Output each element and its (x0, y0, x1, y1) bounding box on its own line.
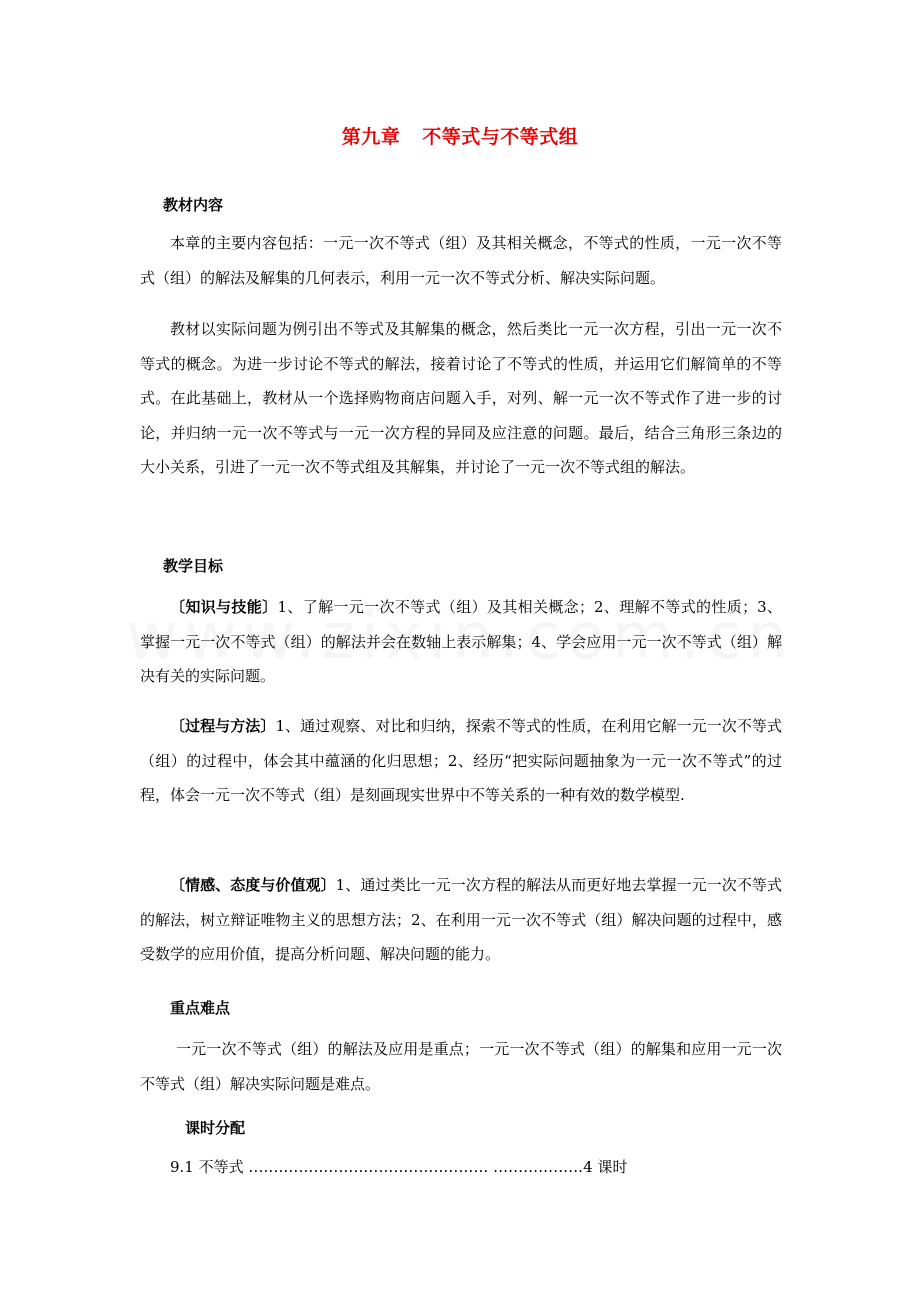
heading-content: 教材内容 (163, 196, 224, 214)
heading-key-points: 重点难点 (170, 999, 231, 1017)
heading-goals: 教学目标 (163, 557, 224, 575)
heading-schedule: 课时分配 (185, 1119, 246, 1137)
content-paragraph-1: 本章的主要内容包括：一元一次不等式（组）及其相关概念，不等式的性质，一元一次不等式（组）的解法及解集的几何表示，利用一元一次不等式分析、解决实际问题。 (140, 234, 782, 287)
goal-process-label: 〔过程与方法〕 (170, 717, 276, 735)
goal-knowledge-label: 〔知识与技能〕 (170, 598, 278, 616)
goal-emotion (140, 868, 782, 972)
schedule-item: 9.1 不等式 ………………………………………… ………………4 课时 (170, 1158, 628, 1176)
chapter-number: 第九章 (341, 126, 401, 148)
chapter-name: 不等式与不等式组 (422, 126, 579, 148)
page-title (0, 122, 920, 149)
goal-process (140, 709, 782, 813)
key-points-paragraph: 一元一次不等式（组）的解法及应用是重点；一元一次不等式（组）的解集和应用一元一次不等式（组）解决实际问题是难点。 (140, 1040, 782, 1093)
goal-knowledge (140, 590, 782, 694)
content-paragraph-2: 教材以实际问题为例引出不等式及其解集的概念，然后类比一元一次方程，引出一元一次不等式的概念。为进一步讨论不等式的解法，接着讨论了不等式的性质，并运用它们解简单的不等式。在此基础上，教材从一个选择购物商店问题入手，对列、解一元一次不等式作了进一步的讨论，并归纳一元一次不等式与一元一次方程的异同及应注意的问题。最后，结合三角形三条边的大小关系，引进了一元一次不等式组及其解集，并讨论了一元一次不等式组的解法。 (140, 320, 782, 476)
goal-knowledge-text: 1、了解一元一次不等式（组）及其相关概念；2、理解不等式的性质；3、掌握一元一次不等式（组）的解法并会在数轴上表示解集；4、学会应用一元一次不等式（组）解决有关的实际问题。 (140, 598, 782, 685)
goal-process-text: 1、通过观察、对比和归纳，探索不等式的性质，在利用它解一元一次不等式（组）的过程中，体会其中蕴涵的化归思想；2、经历“把实际问题抽象为一元一次不等式”的过程，体会一元一次不等式（组）是刻画现实世界中不等关系的一种有效的数学模型. (140, 717, 782, 804)
goal-emotion-text: 1、通过类比一元一次方程的解法从而更好地去掌握一元一次不等式的解法，树立辩证唯物主义的思想方法；2、在利用一元一次不等式（组）解决问题的过程中，感受数学的应用价值，提高分析问题、解决问题的能力。 (140, 876, 782, 963)
goal-emotion-label: 〔情感、态度与价值观〕 (170, 876, 336, 894)
